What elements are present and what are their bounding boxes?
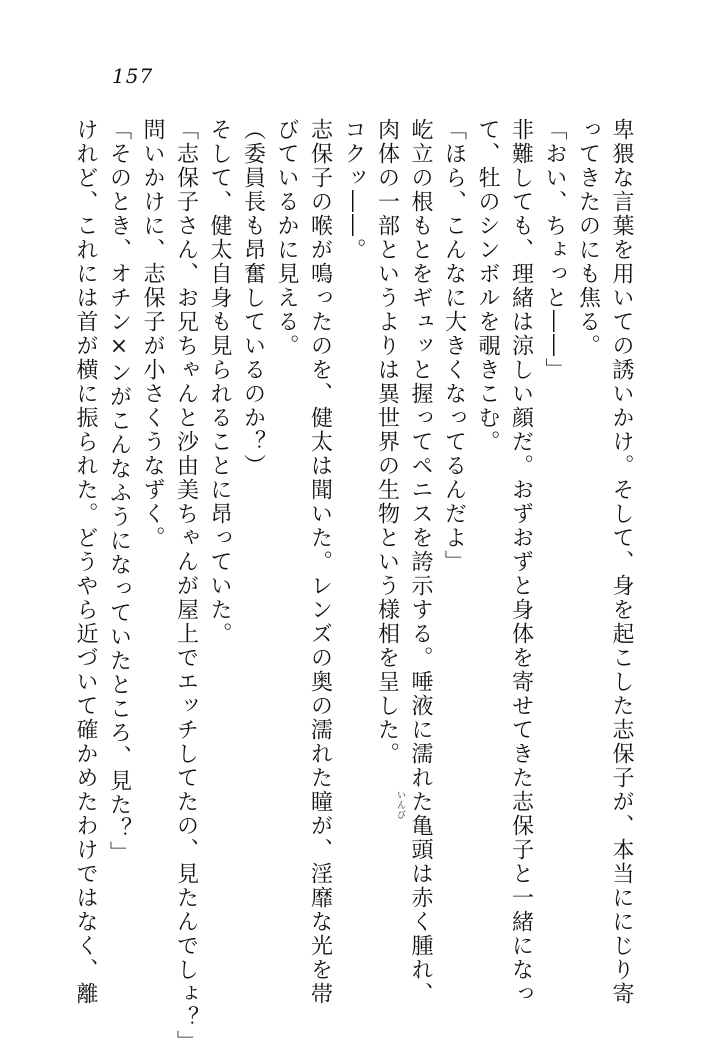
text-column: （委員長も昂奮しているのか？） — [240, 118, 266, 478]
ruby-annotation: いんび — [395, 790, 405, 820]
text-column: 肉体の一部というよりは異世界の生物という様相を呈した。 — [374, 118, 400, 766]
text-column: て、牡のシンボルを覗きこむ。 — [475, 118, 500, 454]
text-column: 「ほら、こんなに大きくなってるんだよ」 — [441, 118, 467, 574]
text-column: 屹立の根もとをギュッと握ってペニスを誇示する。唾液に濡れた亀頭は赤く腫れ、 — [408, 118, 433, 1006]
page-number: 157 — [112, 64, 154, 88]
text-column: そして、健太自身も見られることに昂っていた。 — [207, 118, 232, 646]
text-column: びているかに見える。 — [274, 118, 299, 358]
text-column: 「おい、ちょっと――」 — [542, 118, 567, 382]
text-column: 「志保子さん、お兄ちゃんと沙由美ちゃんが屋上でエッチしてたの、見たんでしょ？」 — [173, 118, 199, 1054]
text-column: 卑猥な言葉を用いての誘いかけ。そして、身を起こした志保子が、本当ににじり寄 — [609, 118, 634, 1006]
text-column: 非難しても、理緒は涼しい顔だ。おずおずと身体を寄せてきた志保子と一緒になっ — [508, 118, 534, 1006]
text-column: 「そのとき、オチン×ンがこんなふうになっていたところ、見た？」 — [106, 118, 132, 865]
body-text — [69, 118, 639, 1054]
text-column: ってきたのにも焦る。 — [575, 118, 601, 358]
text-column: 問いかけに、志保子が小さくうなずく。 — [140, 118, 165, 550]
text-column: 志保子の喉が鳴ったのを、健太は聞いた。レンズの奥の濡れた瞳が、淫靡な光を帯 — [307, 118, 333, 1006]
text-column: コクッ――。 — [341, 118, 366, 262]
text-column: けれど、これには首が横に振られた。どうやら近づいて確かめたわけではなく、離 — [73, 118, 98, 1006]
